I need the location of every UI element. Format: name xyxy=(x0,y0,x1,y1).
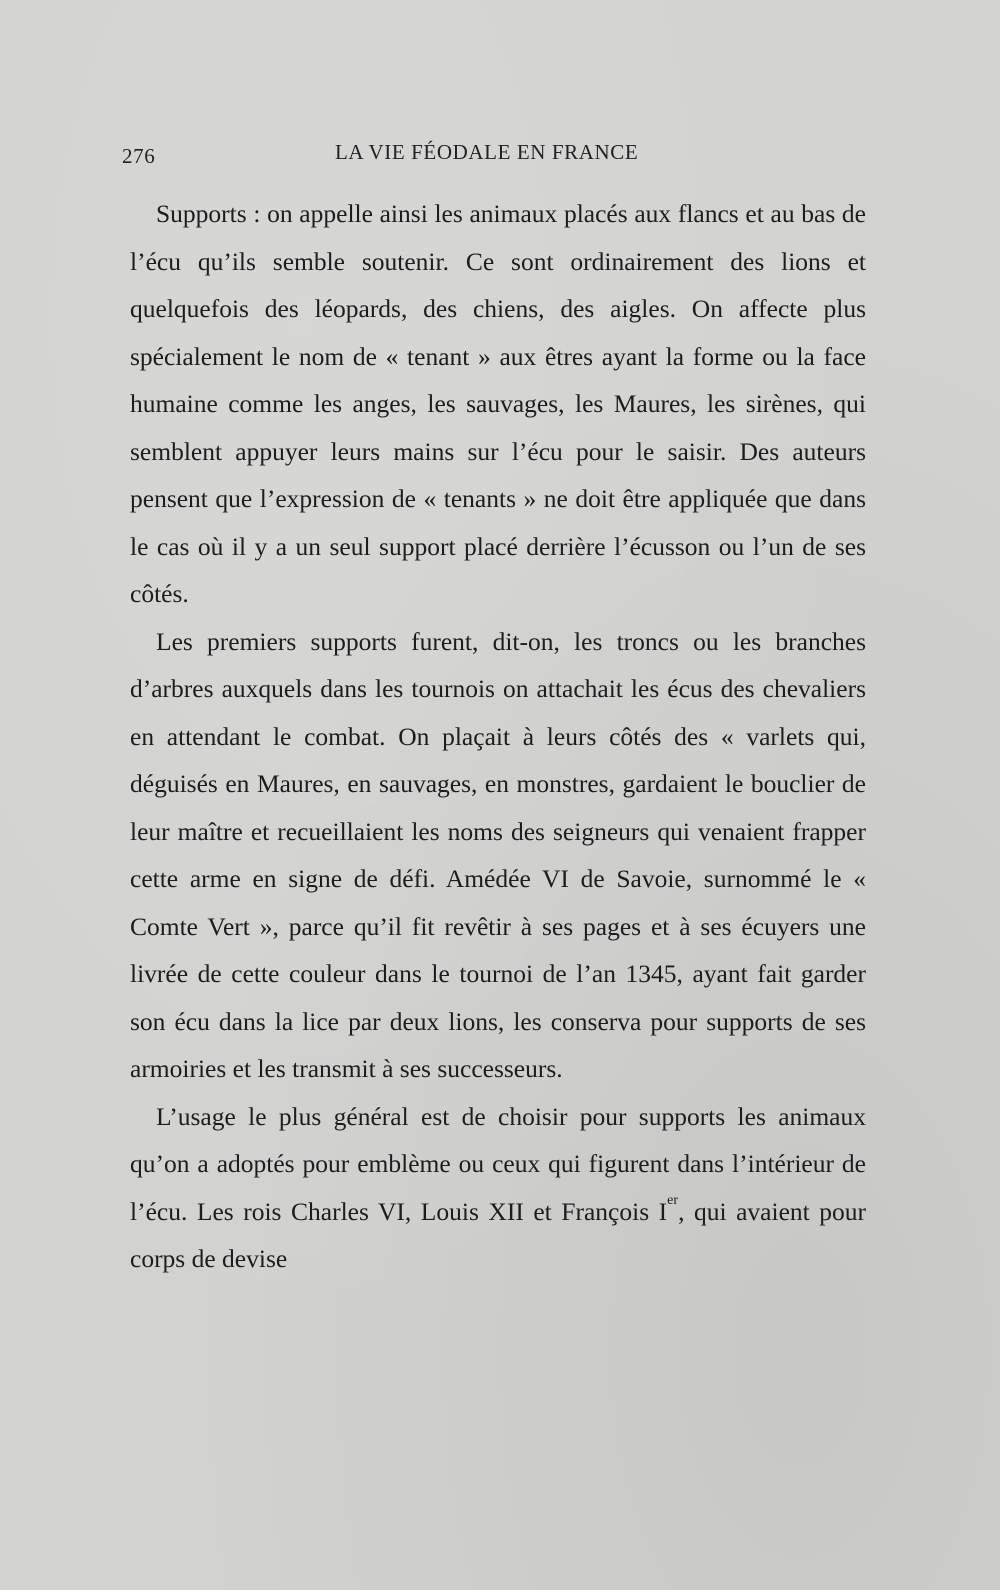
running-title: LA VIE FÉODALE EN FRANCE xyxy=(335,140,639,164)
paragraph-supports: Supports : on appelle ainsi les animaux placés aux flancs et au bas de l’écu qu’ils semble soutenir. Ce sont ordinairement des lions et quelquefois des léopards, des chiens, des aigles. On affecte plus spécialement le nom de « tenant » aux êtres ayant la forme ou la face humaine comme les anges, les sauvages, les Maures, les sirènes, qui semblent appuyer leurs mains sur l’écu pour le saisir. Des auteurs pensent que l’expression de « tenants » ne doit être appliquée que dans le cas où il y a un seul support placé derrière l’écusson ou l’un de ses côtés. xyxy=(130,199,866,608)
running-head xyxy=(122,140,652,174)
paragraph-premiers-supports: Les premiers supports furent, dit-on, les troncs ou les branches d’arbres auxquels dans les tournois on attachait les écus des chevaliers en attendant le combat. On plaçait à leurs côtés des « varlets qui, déguisés en Maures, en sauvages, en monstres, gardaient le bouclier de leur maître et recueillaient les noms des seigneurs qui venaient frapper cette arme en signe de défi. Amédée VI de Savoie, surnommé le « Comte Vert », parce qu’il fit revêtir à ses pages et à ses écuyers une livrée de cette couleur dans le tournoi de l’an 1345, ayant fait garder son écu dans la lice par deux lions, les conserva pour supports de ses armoiries et les transmit à ses successeurs. xyxy=(130,626,866,1083)
paragraph-usage-text-after: , qui avaient pour corps de devise xyxy=(130,1196,867,1273)
page-number: 276 xyxy=(122,144,156,168)
body-text xyxy=(130,190,866,1283)
superscript-er: er xyxy=(667,1193,679,1208)
paragraph-usage-text-before: L’usage le plus général est de choisir pour supports les animaux qu’on a adoptés pour emblème ou ceux qui figurent dans l’intérieur de l’écu. Les rois Charles VI, Louis XII et François I xyxy=(130,1101,866,1226)
paragraph-usage xyxy=(130,1093,866,1283)
